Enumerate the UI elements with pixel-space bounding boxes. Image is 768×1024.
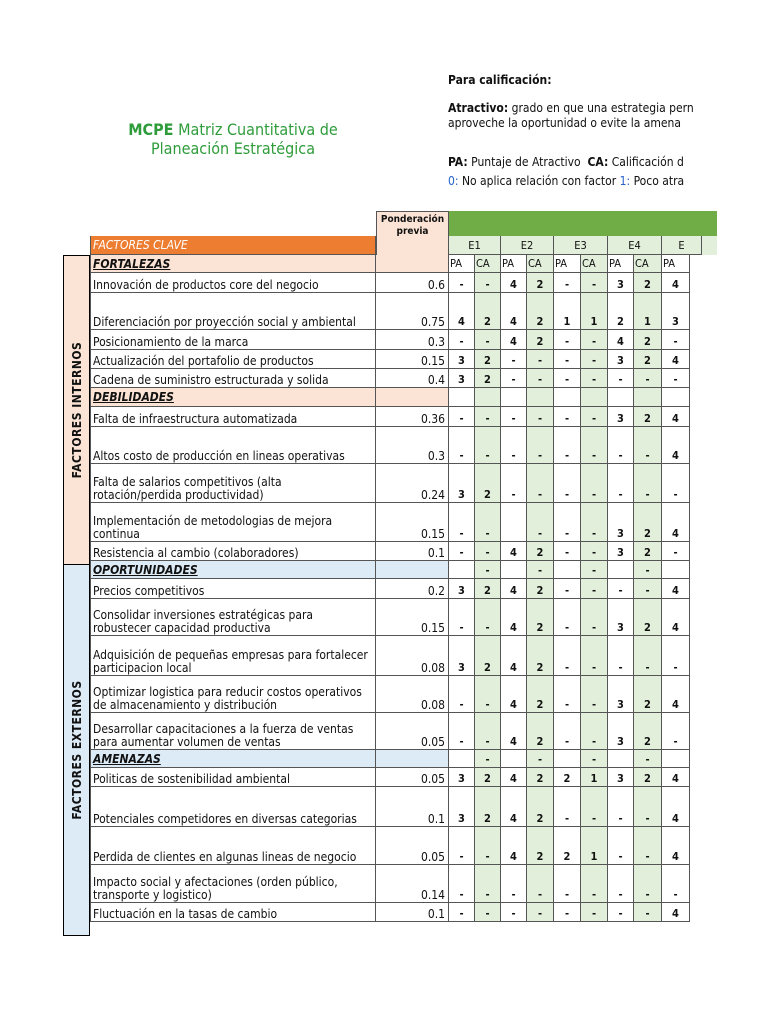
score-cell: 4 <box>501 787 527 827</box>
score-cell: - <box>449 599 475 636</box>
score-cell: 4 <box>662 503 690 542</box>
score-cell: - <box>475 503 501 542</box>
score-cell: - <box>554 676 581 713</box>
score-cell: - <box>554 503 581 542</box>
score-cell: - <box>501 350 527 369</box>
score-cell <box>554 388 581 407</box>
factor-label: Potenciales competidores en diversas categorias <box>90 787 376 827</box>
score-cell: 4 <box>501 542 527 561</box>
score-cell: 4 <box>501 768 527 787</box>
weight-cell: 0.08 <box>376 636 449 676</box>
score-cell: 4 <box>608 330 634 350</box>
score-cell: 3 <box>662 293 690 330</box>
score-cell: 2 <box>634 599 662 636</box>
weight-cell: 0.05 <box>376 768 449 787</box>
score-cell: - <box>608 827 634 865</box>
score-cell: - <box>449 676 475 713</box>
score-cell: 2 <box>475 579 501 599</box>
score-cell: 2 <box>634 503 662 542</box>
score-cell: 4 <box>501 273 527 293</box>
score-cell: 1 <box>554 293 581 330</box>
weight-cell: 0.6 <box>376 273 449 293</box>
score-cell: 2 <box>634 407 662 427</box>
score-cell: - <box>449 542 475 561</box>
score-cell: - <box>449 713 475 750</box>
strategy-header-5: E <box>662 236 702 255</box>
score-cell: - <box>527 865 554 903</box>
score-cell: - <box>527 750 554 768</box>
score-cell: 4 <box>662 350 690 369</box>
factor-label: Falta de infraestructura automatizada <box>90 407 376 427</box>
score-cell: 4 <box>501 676 527 713</box>
score-cell <box>449 561 475 579</box>
score-cell: 3 <box>449 768 475 787</box>
score-cell: 4 <box>501 713 527 750</box>
score-cell: - <box>662 865 690 903</box>
score-cell: - <box>608 464 634 503</box>
score-cell: - <box>581 787 608 827</box>
score-cell <box>501 503 527 542</box>
score-cell <box>449 388 475 407</box>
strategies-header-band <box>449 211 689 236</box>
score-cell: - <box>581 464 608 503</box>
score-cell: 2 <box>634 768 662 787</box>
info-pa-ca: PA: Puntaje de Atractivo CA: Calificación d <box>448 155 684 169</box>
score-cell: - <box>634 750 662 768</box>
score-cell: - <box>475 827 501 865</box>
score-cell: 4 <box>662 787 690 827</box>
score-cell: - <box>501 865 527 903</box>
score-cell: 2 <box>554 768 581 787</box>
score-cell: 4 <box>662 768 690 787</box>
factor-label: Cadena de suministro estructurada y solida <box>90 369 376 388</box>
score-cell: 3 <box>449 787 475 827</box>
score-cell: - <box>475 273 501 293</box>
factor-label: Adquisición de pequeñas empresas para fortalecer participacion local <box>90 636 376 676</box>
score-cell: - <box>581 330 608 350</box>
score-cell <box>608 750 634 768</box>
score-cell: - <box>608 579 634 599</box>
score-cell: 2 <box>527 676 554 713</box>
factor-label: Altos costo de producción en lineas operativas <box>90 427 376 464</box>
score-cell: 4 <box>662 676 690 713</box>
score-cell: 4 <box>501 579 527 599</box>
section-weight-cell <box>376 255 449 273</box>
score-cell: 3 <box>608 503 634 542</box>
score-cell: 4 <box>501 599 527 636</box>
score-cell <box>501 561 527 579</box>
score-cell: - <box>527 464 554 503</box>
score-cell: - <box>475 599 501 636</box>
title-line2: Planeación Estratégica <box>150 139 316 158</box>
factor-label: Politicas de sostenibilidad ambiental <box>90 768 376 787</box>
score-cell: - <box>449 330 475 350</box>
section-weight-cell <box>376 750 449 768</box>
weight-cell: 0.14 <box>376 865 449 903</box>
score-cell: 2 <box>554 827 581 865</box>
weight-cell: 0.1 <box>376 542 449 561</box>
score-cell: 2 <box>527 713 554 750</box>
weight-cell: 0.15 <box>376 350 449 369</box>
score-cell: - <box>449 865 475 903</box>
score-cell: - <box>501 427 527 464</box>
score-cell: - <box>634 579 662 599</box>
score-cell: - <box>554 464 581 503</box>
score-cell: 3 <box>608 768 634 787</box>
score-cell: - <box>475 865 501 903</box>
score-cell: - <box>634 636 662 676</box>
score-cell: - <box>581 273 608 293</box>
score-cell: - <box>554 599 581 636</box>
score-cell: - <box>527 561 554 579</box>
weight-cell: 0.2 <box>376 579 449 599</box>
score-cell: - <box>527 350 554 369</box>
score-cell: 4 <box>662 579 690 599</box>
pa-ca-header-cell: CA <box>634 255 662 273</box>
score-cell: - <box>475 561 501 579</box>
weight-cell: 0.05 <box>376 713 449 750</box>
section-weight-cell <box>376 388 449 407</box>
score-cell: - <box>634 464 662 503</box>
score-cell: - <box>554 350 581 369</box>
section-weight-cell <box>376 561 449 579</box>
score-cell: - <box>634 787 662 827</box>
factor-label: Optimizar logistica para reducir costos operativos de almacenamiento y distribución <box>90 676 376 713</box>
score-cell: - <box>449 903 475 922</box>
factor-label: Precios competitivos <box>90 579 376 599</box>
score-cell: - <box>581 427 608 464</box>
score-cell <box>662 561 690 579</box>
weight-cell: 0.08 <box>376 676 449 713</box>
score-cell: 2 <box>634 273 662 293</box>
factor-label: Diferenciación por proyección social y ambiental <box>90 293 376 330</box>
score-cell: 3 <box>449 579 475 599</box>
score-cell: - <box>581 636 608 676</box>
score-cell: 3 <box>449 636 475 676</box>
score-cell: 3 <box>608 350 634 369</box>
factor-label: Innovación de productos core del negocio <box>90 273 376 293</box>
score-cell: - <box>581 350 608 369</box>
score-cell: 4 <box>662 903 690 922</box>
score-cell <box>475 388 501 407</box>
score-cell: 2 <box>634 350 662 369</box>
score-cell: 3 <box>608 676 634 713</box>
weight-cell: 0.1 <box>376 787 449 827</box>
section-label: DEBILIDADES <box>90 388 376 407</box>
score-cell: - <box>634 561 662 579</box>
score-cell: 4 <box>501 636 527 676</box>
score-cell: - <box>475 407 501 427</box>
score-cell: 4 <box>662 827 690 865</box>
score-cell: - <box>581 599 608 636</box>
pa-ca-header-cell: PA <box>662 255 690 273</box>
factor-label: Fluctuación en la tasas de cambio <box>90 903 376 922</box>
pa-ca-header-cell: CA <box>475 255 501 273</box>
factor-label: Falta de salarios competitivos (alta rotación/perdida productividad) <box>90 464 376 503</box>
score-cell <box>449 750 475 768</box>
score-cell: - <box>554 787 581 827</box>
score-cell <box>662 750 690 768</box>
score-cell: 4 <box>449 293 475 330</box>
score-cell: - <box>608 369 634 388</box>
score-cell: - <box>449 503 475 542</box>
score-cell: 2 <box>475 369 501 388</box>
strategy-header-2: E2 <box>501 236 554 255</box>
strategies-header-band-overflow <box>689 211 717 236</box>
score-cell: - <box>554 369 581 388</box>
side-label-externos: FACTORES EXTERNOS <box>63 564 90 936</box>
factor-label: Implementación de metodologias de mejora continua <box>90 503 376 542</box>
factor-label: Impacto social y afectaciones (orden público, transporte y logistico) <box>90 865 376 903</box>
ponderacion-header: Ponderación previa <box>376 211 449 256</box>
score-cell: 4 <box>501 330 527 350</box>
info-heading: Para calificación: <box>448 73 552 87</box>
weight-cell: 0.36 <box>376 407 449 427</box>
score-cell: - <box>554 407 581 427</box>
score-cell <box>554 561 581 579</box>
score-cell: - <box>475 427 501 464</box>
score-cell: - <box>527 427 554 464</box>
score-cell <box>501 388 527 407</box>
score-cell: 2 <box>527 330 554 350</box>
score-cell: 3 <box>608 542 634 561</box>
score-cell: - <box>554 273 581 293</box>
weight-cell: 0.15 <box>376 503 449 542</box>
score-cell: - <box>501 903 527 922</box>
score-cell: - <box>662 542 690 561</box>
score-cell: - <box>475 903 501 922</box>
score-cell: - <box>581 676 608 713</box>
score-cell: - <box>527 407 554 427</box>
score-cell: 2 <box>475 350 501 369</box>
score-cell: - <box>662 330 690 350</box>
score-cell: - <box>608 903 634 922</box>
score-cell: 2 <box>527 542 554 561</box>
weight-cell: 0.3 <box>376 427 449 464</box>
score-cell: 2 <box>634 713 662 750</box>
score-cell: 1 <box>634 293 662 330</box>
score-cell: 1 <box>581 827 608 865</box>
score-cell: 3 <box>608 273 634 293</box>
factor-label: Actualización del portafolio de productos <box>90 350 376 369</box>
score-cell: 2 <box>634 676 662 713</box>
strategy-header-1: E1 <box>449 236 501 255</box>
score-cell: - <box>554 713 581 750</box>
score-cell: 2 <box>527 599 554 636</box>
score-cell: 2 <box>608 293 634 330</box>
score-cell: - <box>634 827 662 865</box>
score-cell: - <box>527 903 554 922</box>
score-cell: - <box>608 427 634 464</box>
score-cell: - <box>501 464 527 503</box>
score-cell: 3 <box>449 350 475 369</box>
weight-cell: 0.75 <box>376 293 449 330</box>
score-cell: - <box>554 542 581 561</box>
score-cell: - <box>475 330 501 350</box>
score-cell <box>608 388 634 407</box>
score-cell: - <box>475 713 501 750</box>
score-cell: 4 <box>501 827 527 865</box>
score-cell: - <box>501 407 527 427</box>
title-acronym: MCPE <box>128 120 174 139</box>
score-cell: - <box>554 330 581 350</box>
score-cell: 4 <box>662 599 690 636</box>
weight-cell: 0.24 <box>376 464 449 503</box>
score-cell: 3 <box>449 464 475 503</box>
score-cell: - <box>554 427 581 464</box>
weight-cell: 0.4 <box>376 369 449 388</box>
weight-cell: 0.3 <box>376 330 449 350</box>
score-cell: - <box>581 903 608 922</box>
score-cell: - <box>581 503 608 542</box>
score-cell: 2 <box>475 464 501 503</box>
pa-ca-header-cell: PA <box>608 255 634 273</box>
score-cell: 2 <box>634 542 662 561</box>
score-cell: 4 <box>662 427 690 464</box>
score-cell: 2 <box>527 636 554 676</box>
score-cell: - <box>662 713 690 750</box>
section-label: AMENAZAS <box>90 750 376 768</box>
pa-ca-header-cell: PA <box>449 255 475 273</box>
pa-ca-header-cell: CA <box>581 255 608 273</box>
score-cell: 2 <box>634 330 662 350</box>
score-cell: - <box>581 407 608 427</box>
factor-label: Consolidar inversiones estratégicas para robustecer capacidad productiva <box>90 599 376 636</box>
score-cell: - <box>475 676 501 713</box>
score-cell: 2 <box>527 293 554 330</box>
score-cell: 4 <box>662 273 690 293</box>
score-cell: - <box>662 369 690 388</box>
score-cell: - <box>501 369 527 388</box>
score-cell <box>634 388 662 407</box>
score-cell: - <box>554 865 581 903</box>
score-cell: - <box>581 579 608 599</box>
score-cell: 2 <box>475 636 501 676</box>
score-cell <box>608 561 634 579</box>
info-scale: 0: No aplica relación con factor 1: Poco atra <box>448 174 685 188</box>
factor-label: Resistencia al cambio (colaboradores) <box>90 542 376 561</box>
score-cell: - <box>634 865 662 903</box>
score-cell: - <box>449 273 475 293</box>
strategy-header-4: E4 <box>608 236 662 255</box>
score-cell: 3 <box>449 369 475 388</box>
score-cell: - <box>662 464 690 503</box>
title-line1: Matriz Cuantitativa de <box>178 120 338 139</box>
side-label-internos: FACTORES INTERNOS <box>63 255 90 565</box>
score-cell: - <box>449 407 475 427</box>
score-cell: 4 <box>501 293 527 330</box>
pa-ca-header-cell: PA <box>554 255 581 273</box>
score-cell: - <box>449 827 475 865</box>
score-cell: - <box>634 427 662 464</box>
section-label: OPORTUNIDADES <box>90 561 376 579</box>
score-cell: - <box>581 713 608 750</box>
factores-clave-header: FACTORES CLAVE <box>90 236 376 255</box>
score-cell: - <box>608 787 634 827</box>
score-cell: 2 <box>527 579 554 599</box>
score-cell: 2 <box>475 293 501 330</box>
score-cell <box>527 388 554 407</box>
pa-ca-header-cell: PA <box>501 255 527 273</box>
weight-cell: 0.15 <box>376 599 449 636</box>
section-label: FORTALEZAS <box>90 255 376 273</box>
score-cell: - <box>581 561 608 579</box>
pa-ca-header-cell: CA <box>527 255 554 273</box>
score-cell: - <box>634 903 662 922</box>
weight-cell: 0.1 <box>376 903 449 922</box>
score-cell: - <box>449 427 475 464</box>
score-cell: 3 <box>608 407 634 427</box>
factor-label: Posicionamiento de la marca <box>90 330 376 350</box>
strategy-header-3: E3 <box>554 236 608 255</box>
score-cell: 2 <box>527 827 554 865</box>
score-cell: - <box>527 503 554 542</box>
factor-label: Perdida de clientes en algunas lineas de negocio <box>90 827 376 865</box>
score-cell: 4 <box>662 407 690 427</box>
score-cell: - <box>475 542 501 561</box>
score-cell: - <box>527 369 554 388</box>
score-cell: - <box>581 542 608 561</box>
score-cell: 2 <box>475 787 501 827</box>
score-cell: 1 <box>581 293 608 330</box>
score-cell: - <box>581 369 608 388</box>
score-cell: - <box>475 750 501 768</box>
score-cell: - <box>581 750 608 768</box>
score-cell <box>501 750 527 768</box>
info-atractivo-line1: Atractivo: grado en que una estrategia pern <box>448 101 694 115</box>
score-cell: - <box>554 903 581 922</box>
score-cell: 1 <box>581 768 608 787</box>
score-cell: 2 <box>527 768 554 787</box>
factor-label: Desarrollar capacitaciones a la fuerza de ventas para aumentar volumen de ventas <box>90 713 376 750</box>
score-cell: 2 <box>527 273 554 293</box>
score-cell: - <box>608 636 634 676</box>
info-atractivo-line2: aproveche la oportunidad o evite la amena <box>448 116 681 130</box>
score-cell: - <box>634 369 662 388</box>
score-cell <box>554 750 581 768</box>
score-cell: - <box>554 636 581 676</box>
score-cell: - <box>608 865 634 903</box>
score-cell: - <box>554 579 581 599</box>
score-cell: 2 <box>475 768 501 787</box>
score-cell: 3 <box>608 599 634 636</box>
score-cell: - <box>581 865 608 903</box>
score-cell <box>581 388 608 407</box>
score-cell <box>662 388 690 407</box>
score-cell: 2 <box>527 787 554 827</box>
score-cell: 3 <box>608 713 634 750</box>
score-cell: - <box>662 636 690 676</box>
weight-cell: 0.05 <box>376 827 449 865</box>
